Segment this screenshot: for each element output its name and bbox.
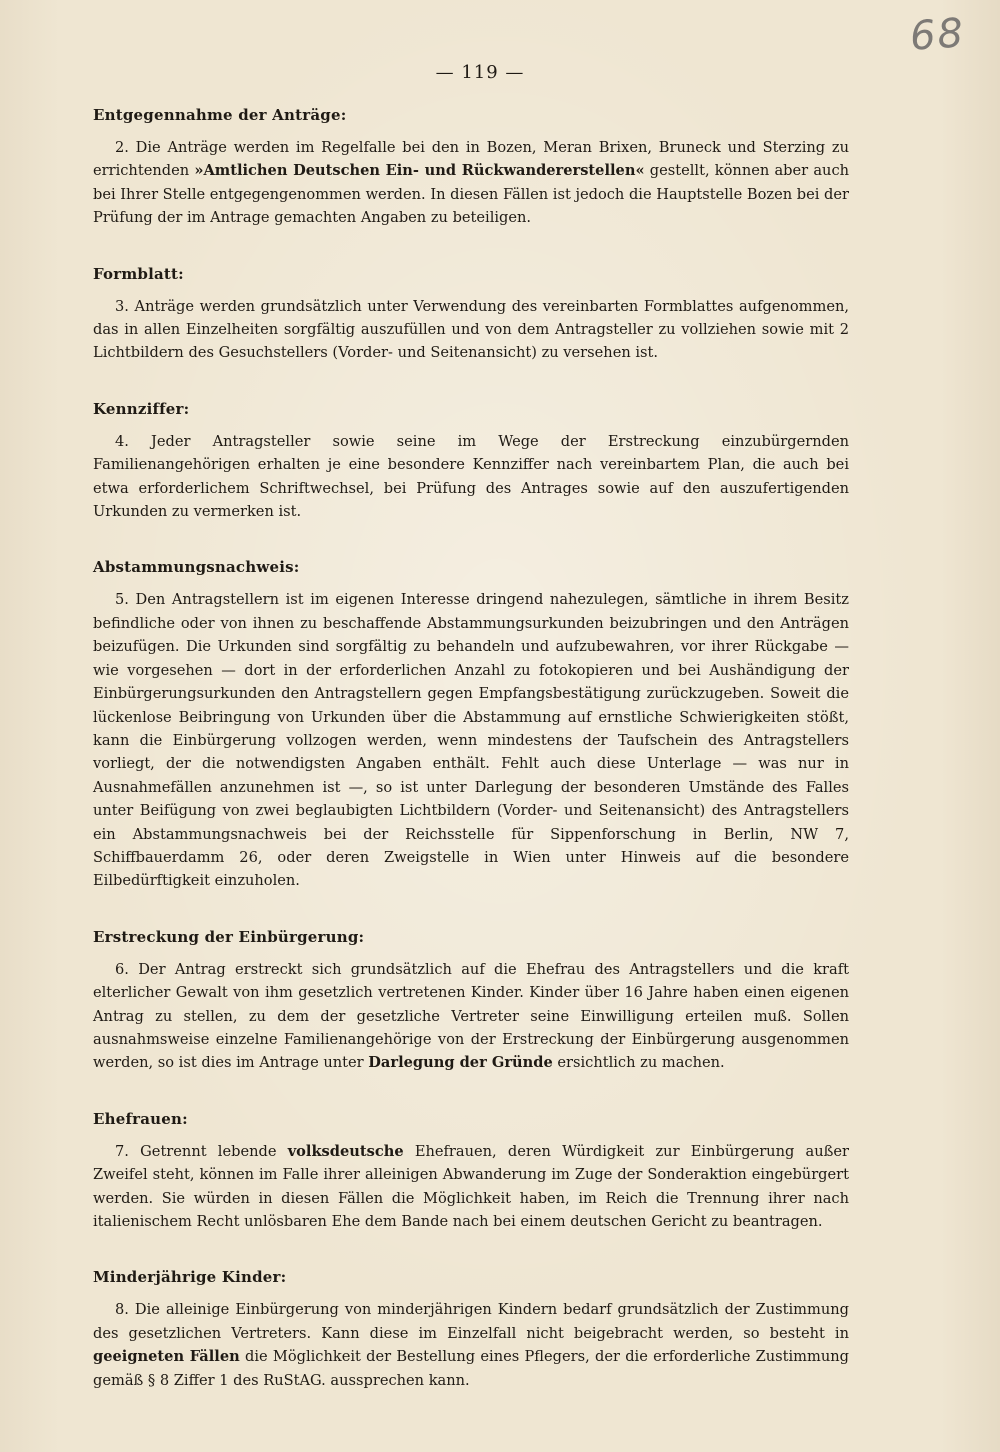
section-paragraph: [93, 588, 849, 892]
paragraph-text: 7. Getrennt lebende: [115, 1142, 288, 1160]
section-paragraph: [93, 136, 849, 230]
paragraph-text: 5. Den Antragstellern ist im eigenen Interesse dringend nahezulegen, sämtliche in ihrem Besitz befindliche oder von ihnen zu beschaffende Abstammungsurkunden beizubringen und den Anträgen beizufügen. Die Urkunden sind sorgfältig zu behandeln und aufzubewahren, vor ihrer Rückgabe — wie vorgesehen — dort in der erforderlichen Anzahl zu fotokopieren und bei Aushändigung der Einbürgerungsurkunden den Antragstellern gegen Empfangsbestätigung zurückzugeben. Soweit die lückenlose Beibringung von Urkunden über die Abstammung auf ernstliche Schwierigkeiten stößt, kann die Einbürgerung vollzogen werden, wenn mindestens der Taufschein des Antragstellers vorliegt, der die notwendigsten Angaben enthält. Fehlt auch diese Unterlage — was nur in Ausnahmefällen anzunehmen ist —, so ist unter Darlegung der besonderen Umstände des Falles unter Beifügung von zwei beglaubigten Lichtbildern (Vorder- und Seitenansicht) des Antragstellers ein Abstammungsnachweis bei der Reichsstelle für Sippenforschung in Berlin, NW 7, Schiffbauerdamm 26, oder deren Zweigstelle in Wien unter Hinweis auf die besondere Eilbedürftigkeit einzuholen.: [93, 591, 849, 890]
paragraph-text: die Möglichkeit der Bestellung eines Pflegers, der die erforderliche Zustimmung gemäß § 8 Ziffer 1 des RuStAG. aussprechen kann.: [93, 1348, 849, 1389]
section-paragraph: [93, 430, 849, 524]
section-erstreckung: [93, 926, 849, 1075]
section-heading: Entgegennahme der Anträge:: [93, 106, 347, 124]
section-heading: Formblatt:: [93, 264, 184, 283]
section-minderjaehrige: [93, 1266, 849, 1392]
section-heading: Minderjährige Kinder:: [93, 1268, 287, 1287]
paragraph-emphasis: »Amtlichen Deutschen Ein- und Rückwandererstellen«: [194, 162, 645, 180]
paragraph-text: ersichtlich zu machen.: [552, 1054, 725, 1072]
paragraph-text: 8. Die alleinige Einbürgerung von minderjährigen Kindern bedarf grundsätzlich der Zustimmung des gesetzlichen Vertreters. Kann diese im Einzelfall nicht beigebracht werden, so besteht in: [93, 1301, 849, 1342]
section-paragraph: [93, 1298, 849, 1392]
section-formblatt: [93, 263, 849, 365]
page-number: — 119 —: [435, 62, 525, 83]
section-heading: Kennziffer:: [93, 399, 190, 418]
paragraph-text: 2. Die Anträge werden im Regelfalle bei den in Bozen, Meran Brixen, Bruneck und Sterzing zu errichtenden: [93, 139, 849, 180]
section-paragraph: [93, 958, 849, 1075]
paragraph-text: gestellt, können aber auch bei Ihrer Stelle entgegengenommen werden. In diesen Fällen ist jedoch die Hauptstelle Bozen bei der Prüfung der im Antrage gemachten Angaben zu beteiligen.: [93, 162, 850, 227]
page-body: [93, 104, 849, 1392]
section-kennziffer: [93, 398, 849, 524]
section-ehefrauen: [93, 1108, 849, 1234]
section-paragraph: [93, 1140, 849, 1234]
section-abstammungsnachweis: [93, 556, 849, 892]
section-heading: Abstammungsnachweis:: [93, 558, 300, 577]
paragraph-text: Ehefrauen, deren Würdigkeit zur Einbürgerung außer Zweifel steht, können im Falle ihrer alleinigen Abwanderung im Zuge der Sonderaktion eingebürgert werden. Sie würden in diesen Fällen die Möglichkeit haben, im Reich die Trennung ihrer nach italienischem Recht unlösbaren Ehe dem Bande nach bei einem deutschen Gericht zu beantragen.: [93, 1142, 849, 1230]
paragraph-emphasis: geeigneten Fällen: [93, 1348, 240, 1366]
pencil-annotation: 68: [908, 10, 967, 60]
paragraph-emphasis: Darlegung der Gründe: [368, 1054, 553, 1072]
paragraph-text: 6. Der Antrag erstreckt sich grundsätzlich auf die Ehefrau des Antragstellers und die kraft elterlicher Gewalt von ihm gesetzlich vertretenen Kinder. Kinder über 16 Jahre haben einen eigenen Antrag zu stellen, zu dem der gesetzliche Vertreter seine Einwilligung erteilen muß. Sollen ausnahmsweise einzelne Familienangehörige von der Erstreckung der Einbürgerung ausgenommen werden, so ist dies im Antrage unter: [93, 960, 849, 1072]
section-heading: Erstreckung der Einbürgerung:: [93, 927, 365, 946]
paragraph-text: 4. Jeder Antragsteller sowie seine im Wege der Erstreckung einzubürgernden Familienangehörigen erhalten je eine besondere Kennziffer nach vereinbartem Plan, die auch bei etwa erforderlichem Schriftwechsel, bei Prüfung des Antrages sowie auf den auszufertigenden Urkunden zu vermerken ist.: [93, 432, 849, 521]
section-entgegennahme: [93, 104, 849, 230]
section-heading: Ehefrauen:: [93, 1109, 188, 1128]
paragraph-emphasis: volksdeutsche: [287, 1142, 404, 1160]
paragraph-text: 3. Anträge werden grundsätzlich unter Verwendung des vereinbarten Formblattes aufgenommen, das in allen Einzelheiten sorgfältig auszufüllen und von dem Antragsteller zu vollziehen sowie mit 2 Lichtbildern des Gesuchstellers (Vorder- und Seitenansicht) zu versehen ist.: [93, 297, 849, 362]
section-paragraph: [93, 295, 849, 365]
